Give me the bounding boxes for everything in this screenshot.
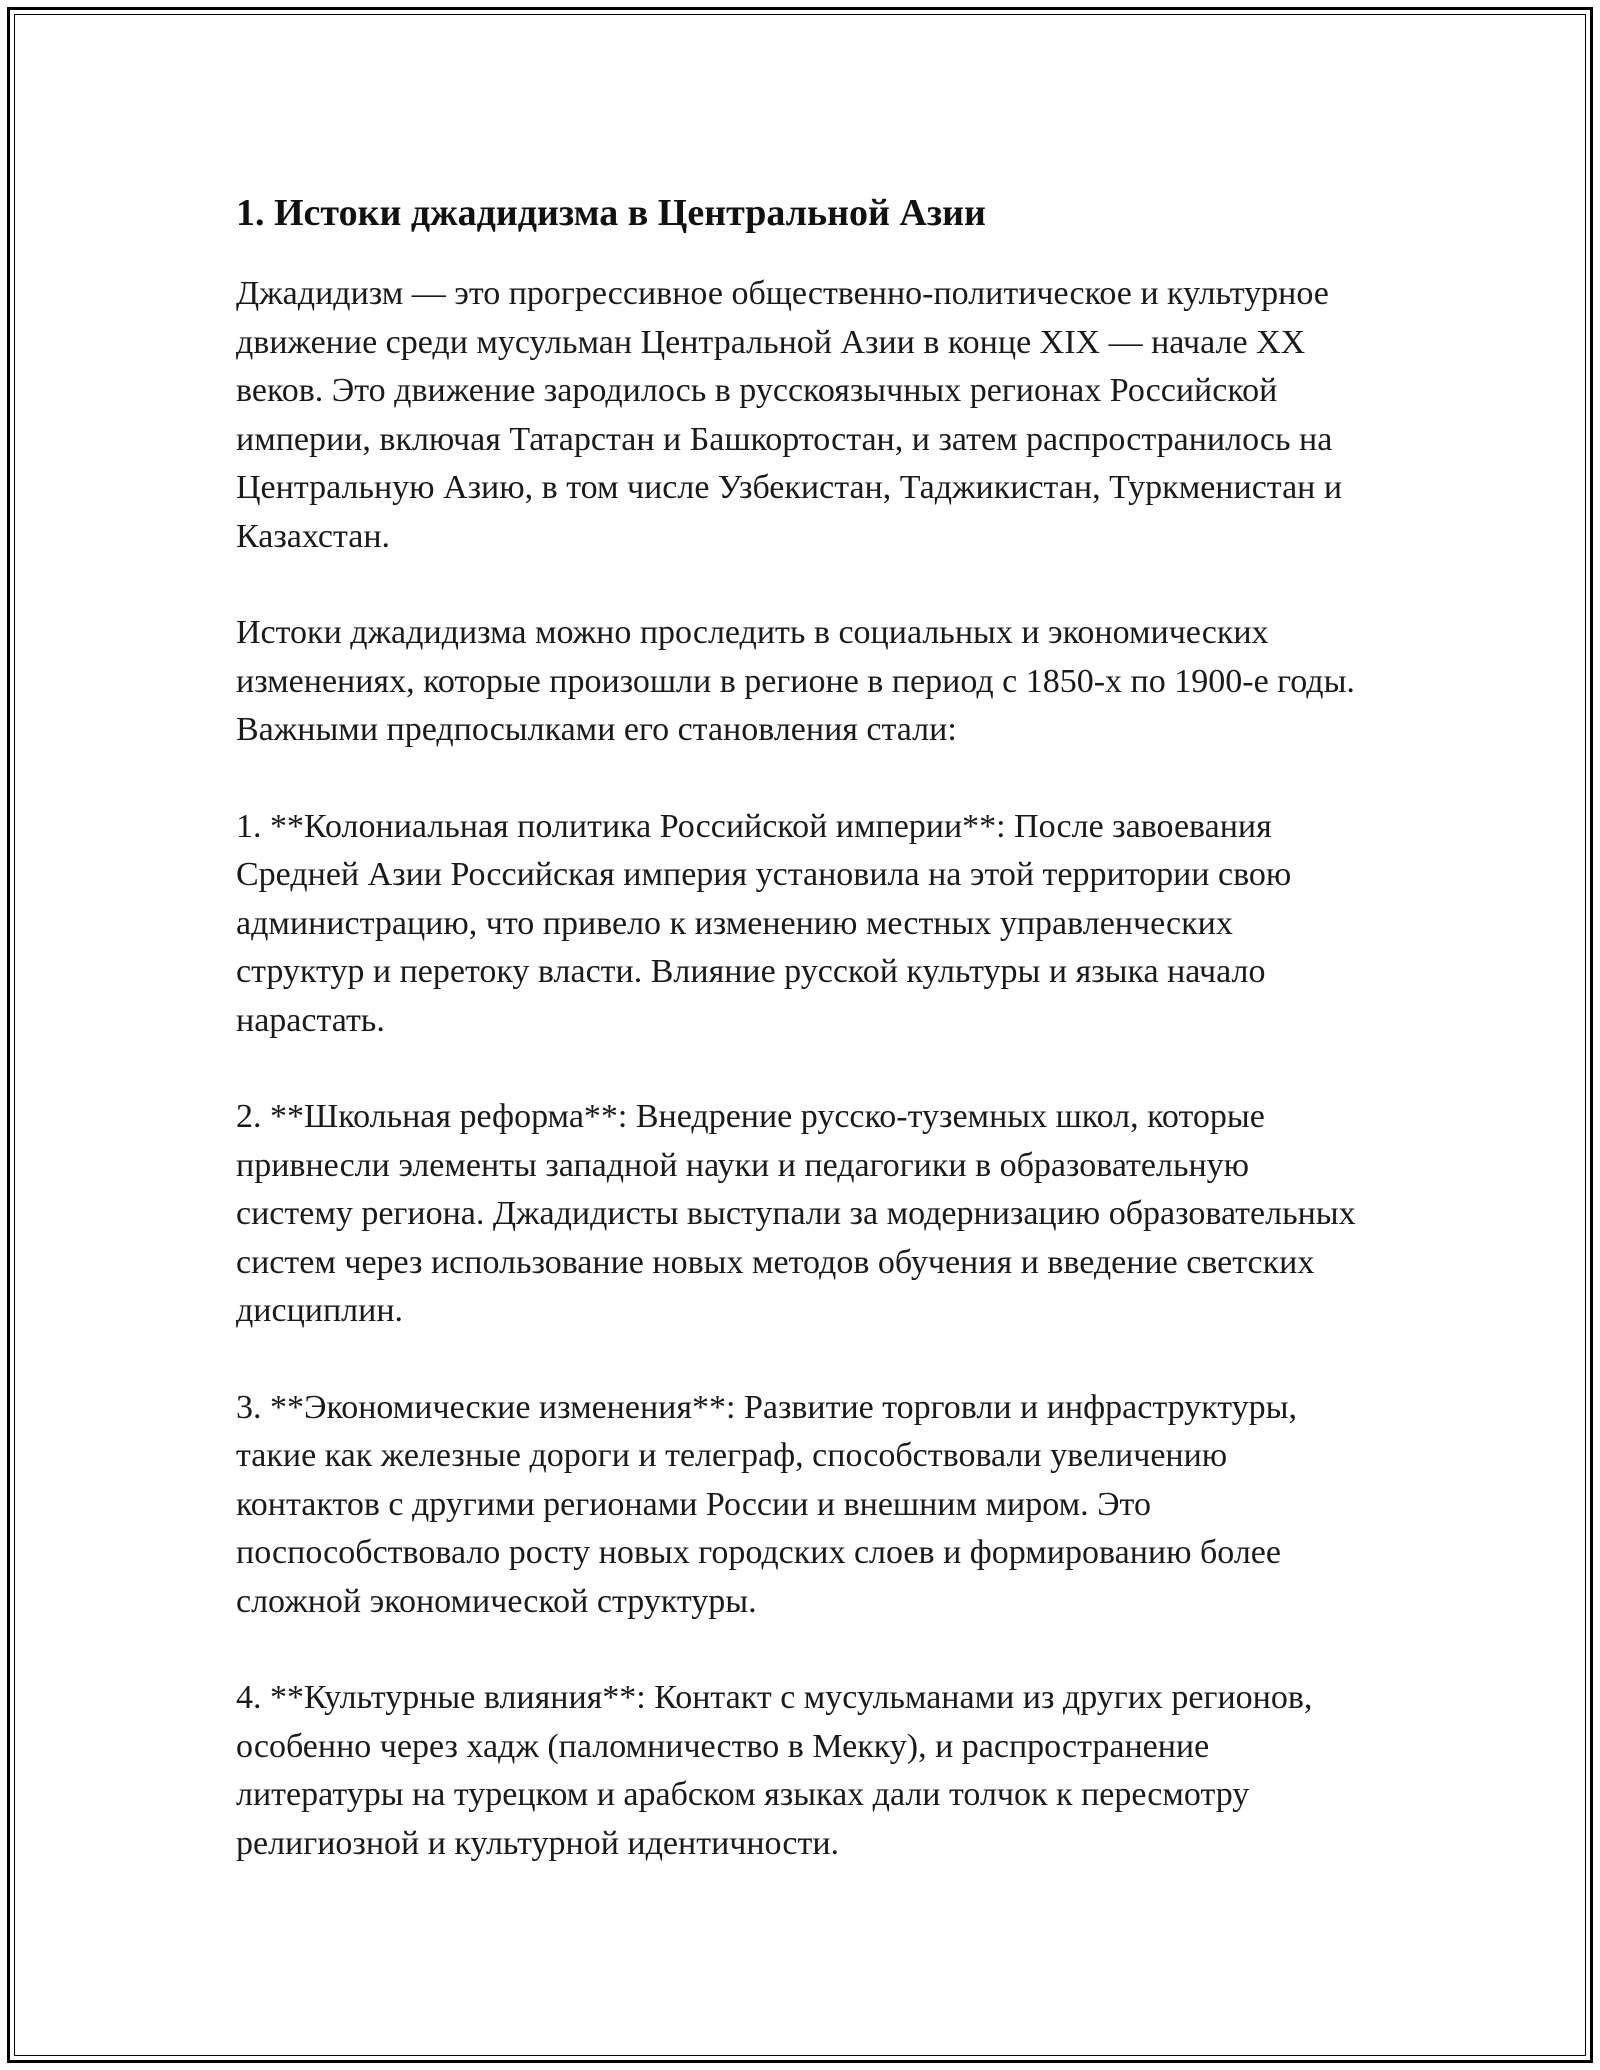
paragraph-intro: Джадидизм — это прогрессивное общественно-политическое и культурное движение среди мусульман Центральной Азии в конце XIX — начале XX веков. Это движение зародилось в русскоязычных регионах Российской империи, включая Татарстан и Башкортостан, и затем распространилось на Центральную Азию, в том числе Узбекистан, Таджикистан, Туркменистан и Казахстан.	[236, 275, 1343, 555]
list-item-colonial-policy: 1. **Колониальная политика Российской империи**: После завоевания Средней Азии Российская империя установила на этой территории свою администрацию, что привело к изменению местных управленческих структур и перетоку власти. Влияние русской культуры и языка начало нарастать.	[236, 807, 1292, 1039]
list-item-cultural-influences: 4. **Культурные влияния**: Контакт с мусульманами из других регионов, особенно через хадж (паломничество в Мекку), и распространение литературы на турецком и арабском языках дали толчок к пересмотру религиозной и культурной идентичности.	[236, 1679, 1313, 1862]
list-item-economic-changes: 3. **Экономические изменения**: Развитие торговли и инфраструктуры, такие как железные дороги и телеграф, способствовали увеличению контактов с другими регионами России и внешним миром. Это поспособствовало росту новых городских слоев и формированию более сложной экономической структуры.	[236, 1388, 1297, 1620]
document-body	[236, 184, 1366, 1916]
document-title: 1. Истоки джадидизма в Центральной Азии	[236, 192, 986, 234]
paragraph-origins: Истоки джадидизма можно проследить в социальных и экономических изменениях, которые произошли в регионе в период с 1850-х по 1900-е годы. Важными предпосылками его становления стали:	[236, 614, 1355, 748]
list-item-school-reform: 2. **Школьная реформа**: Внедрение русско-туземных школ, которые привнесли элементы западной науки и педагогики в образовательную систему региона. Джадидисты выступали за модернизацию образовательных систем через использование новых методов обучения и введение светских дисциплин.	[236, 1098, 1356, 1329]
